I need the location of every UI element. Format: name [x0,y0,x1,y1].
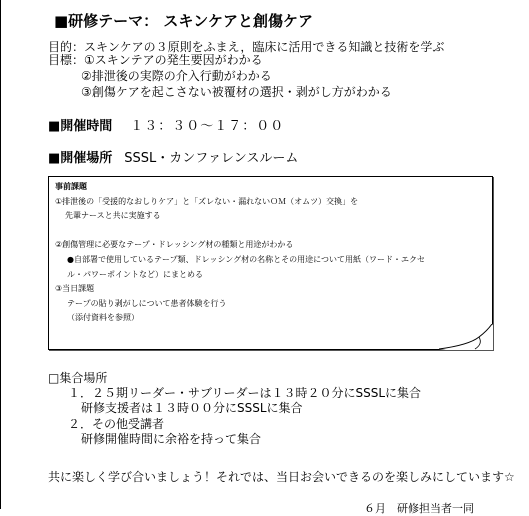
memo-line: ②創傷管理に必要なテープ・ドレッシング材の種類と用途がわかる [55,240,294,250]
place-label: ■開催場所 [48,151,113,166]
goal-item-2: ②排泄後の実際の介入行動がわかる [81,69,272,83]
goal-item-3: ③創傷ケアを起こさない被覆材の選択・剥がし方がわかる [81,85,392,99]
goal-item-1: 目標：①スキンテアの発生要因がわかる [48,53,263,67]
memo-line: ル・パワーポイントなど）にまとめる [67,269,203,279]
assembly-item: 研修開催時間に余裕を持って集合 [81,431,262,446]
page-curl-icon [439,324,493,350]
assembly-item: ２．その他受講者 [68,416,165,431]
pre-assignment-memo [48,176,493,350]
memo-heading: 事前課題 [55,182,87,191]
memo-line: ●自部署で使用しているテープ類、ドレッシング材の名称とその用途について用紙（ワード・エクセ [67,254,425,264]
goals-list [48,52,392,100]
memo-line: テープの貼り剥がしについて患者体験を行う [67,298,227,308]
assembly-section [48,371,421,447]
goals-label: 目標： [48,53,85,67]
memo-content [55,180,425,326]
memo-line: ①排泄後の「受援的なおしりケア」と「ズレない・漏れないＯＭ（オムツ）交換」を [55,196,359,206]
signature: ６月 研修担当者一同 [364,502,474,515]
assembly-item: １．２５期リーダー・サブリーダーは１３時２０分にSSSLに集合 [68,386,422,401]
purpose-text: 目的：スキンケアの３原則をふまえ，臨床に活用できる知識と技術を学ぶ [48,40,445,54]
place-value: SSSL・カンファレンスルーム [124,151,299,166]
memo-line: （添付資料を参照） [67,313,139,323]
time-label: ■開催時間 [48,119,113,134]
assembly-item: 研修支援者は１３時００分にSSSLに集合 [81,401,303,416]
memo-line: 先輩ナースと共に実施する [65,211,161,221]
memo-spacer [55,224,425,239]
time-value: １３：３０～１７：００ [130,119,285,134]
training-theme-title: ■研修テーマ： スキンケアと創傷ケア [54,12,313,30]
memo-line: ③当日課題 [55,284,95,294]
schedule-time [48,115,284,134]
assembly-heading: □集合場所 [48,371,108,385]
closing-message: 共に楽しく学び合いましょう！それでは、当日お会いできるのを楽しみにしています☆ [48,470,515,484]
schedule-place [48,147,298,166]
